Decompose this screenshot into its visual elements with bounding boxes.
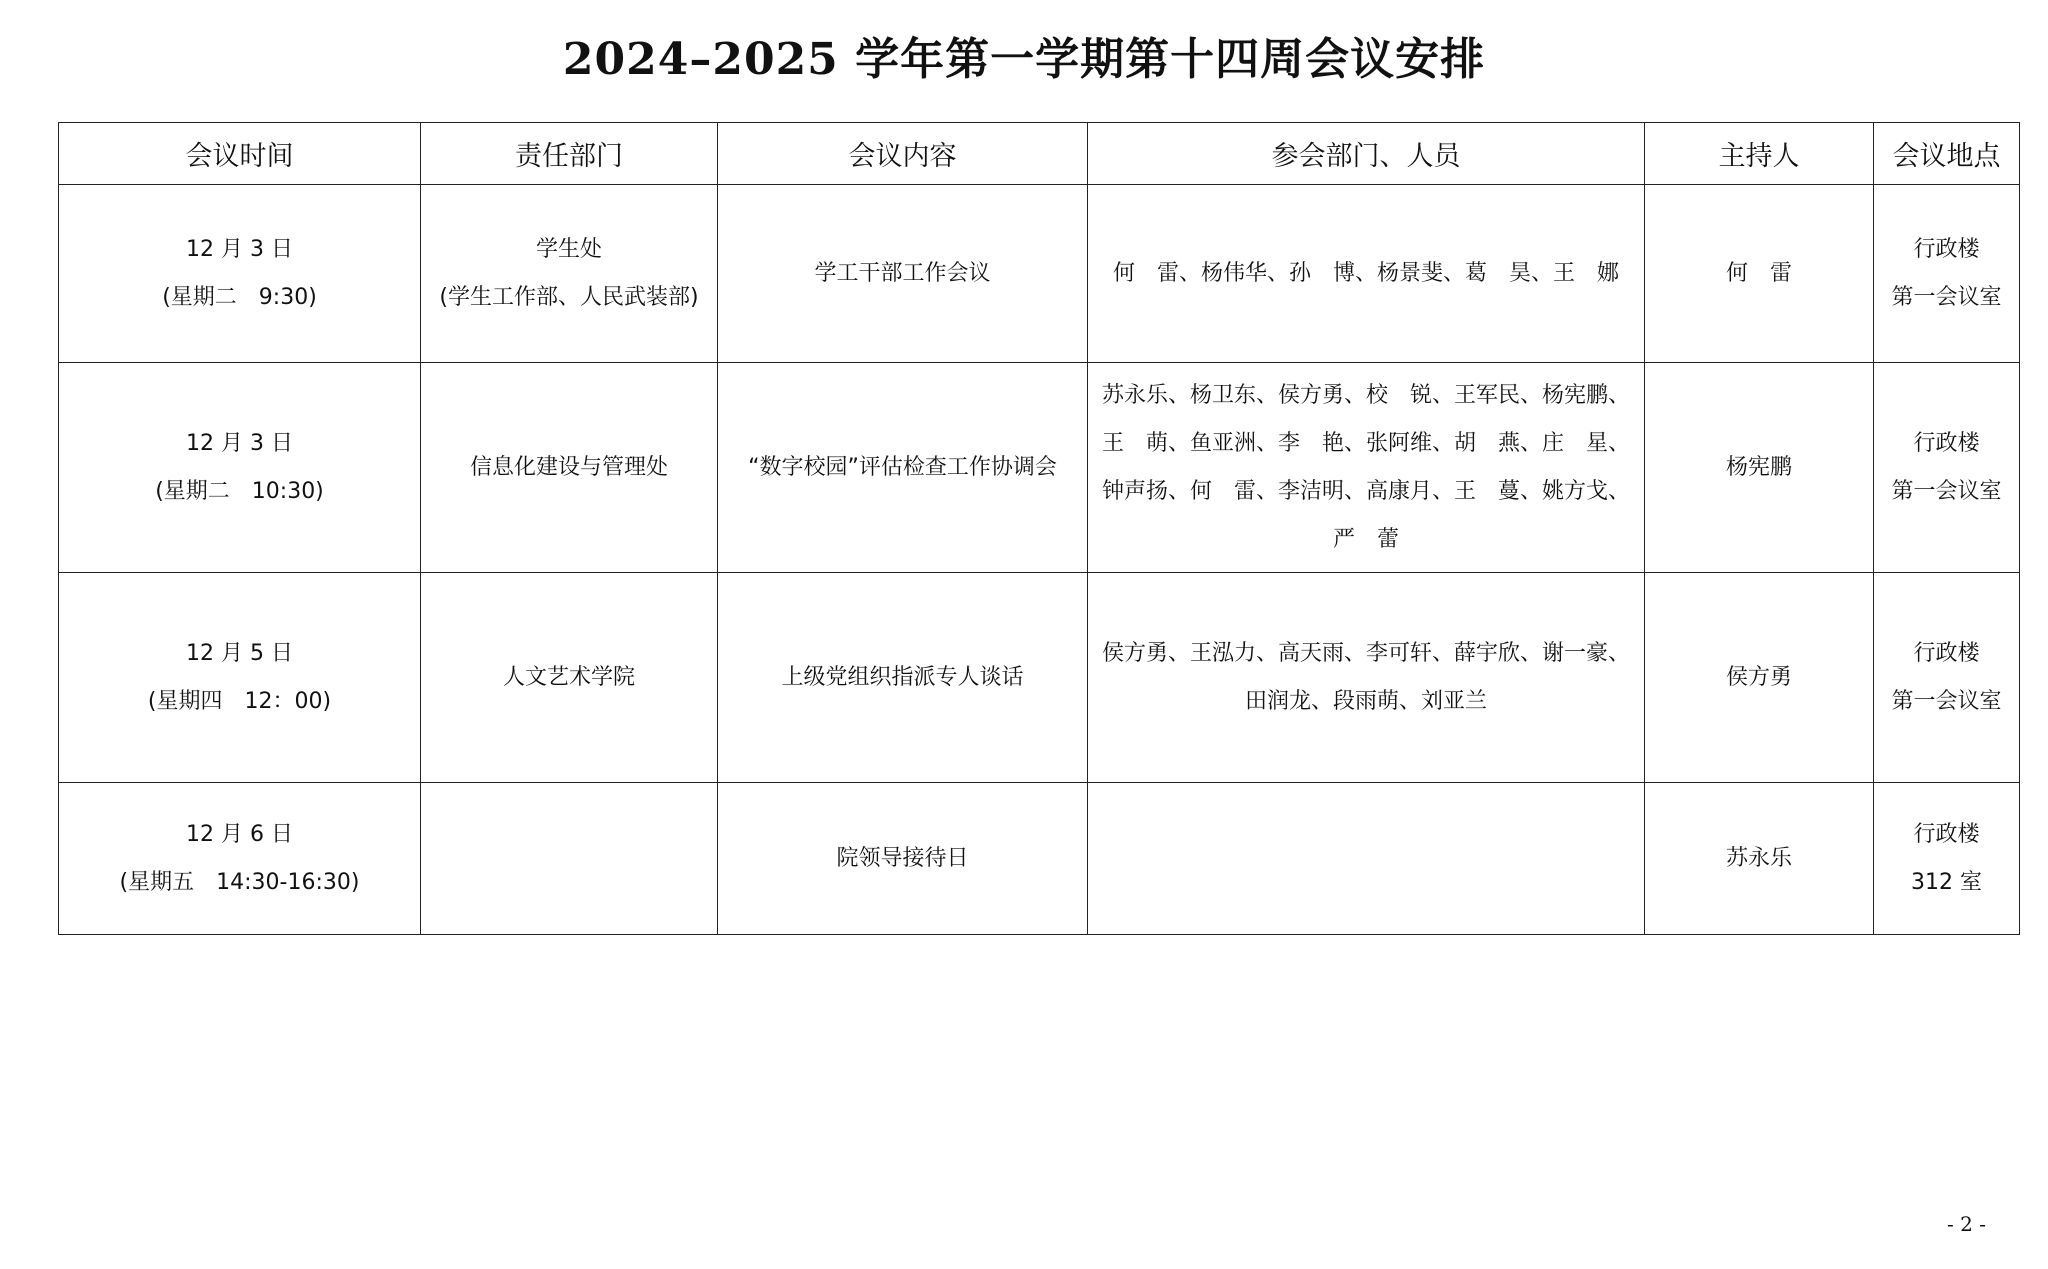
dept-name: 学生处 bbox=[535, 236, 602, 262]
cell-location bbox=[1874, 783, 2020, 935]
cell-location bbox=[1874, 363, 2020, 573]
location-room: 第一会议室 bbox=[1891, 688, 2002, 714]
cell-meeting-content: “数字校园”评估检查工作协调会 bbox=[718, 363, 1088, 573]
page-number: - 2 - bbox=[1947, 1212, 1986, 1236]
cell-attendees bbox=[1088, 185, 1645, 363]
cell-responsible-dept bbox=[421, 573, 718, 783]
table-header-row bbox=[59, 123, 2020, 185]
meeting-date: 12 月 3 日 bbox=[186, 430, 293, 456]
header-meeting-content: 会议内容 bbox=[718, 123, 1088, 185]
cell-host: 侯方勇 bbox=[1645, 573, 1874, 783]
page-title: 2024–2025 学年第一学期第十四周会议安排 bbox=[562, 34, 1486, 85]
meeting-date: 12 月 5 日 bbox=[186, 640, 293, 666]
location-room: 312 室 bbox=[1911, 869, 1982, 895]
cell-location bbox=[1874, 185, 2020, 363]
table-row bbox=[59, 363, 2020, 573]
meeting-date: 12 月 6 日 bbox=[186, 821, 293, 847]
table-row bbox=[59, 573, 2020, 783]
cell-meeting-time bbox=[59, 783, 421, 935]
dept-name: 信息化建设与管理处 bbox=[469, 454, 668, 480]
attendees-line: 侯方勇、王泓力、高天雨、李可轩、薛宇欣、谢一豪、 bbox=[1101, 640, 1630, 666]
location-room: 第一会议室 bbox=[1891, 284, 2002, 310]
header-responsible-dept: 责任部门 bbox=[421, 123, 718, 185]
cell-location bbox=[1874, 573, 2020, 783]
table-row bbox=[59, 783, 2020, 935]
cell-host: 杨宪鹏 bbox=[1645, 363, 1874, 573]
cell-responsible-dept bbox=[421, 783, 718, 935]
header-attendees: 参会部门、人员 bbox=[1088, 123, 1645, 185]
meeting-weekday-time: (星期二 9:30) bbox=[162, 284, 317, 310]
attendees-line: 钟声扬、何 雷、李洁明、高康月、王 蔓、姚方戈、 bbox=[1101, 478, 1630, 504]
location-building: 行政楼 bbox=[1913, 640, 1980, 666]
cell-host: 苏永乐 bbox=[1645, 783, 1874, 935]
table-row bbox=[59, 185, 2020, 363]
cell-attendees bbox=[1088, 783, 1645, 935]
location-room: 第一会议室 bbox=[1891, 478, 2002, 504]
dept-name: 人文艺术学院 bbox=[502, 664, 635, 690]
attendees-line: 田润龙、段雨萌、刘亚兰 bbox=[1244, 688, 1487, 714]
header-meeting-time: 会议时间 bbox=[59, 123, 421, 185]
location-building: 行政楼 bbox=[1913, 821, 1980, 847]
cell-meeting-time bbox=[59, 185, 421, 363]
attendees-line: 王 萌、鱼亚洲、李 艳、张阿维、胡 燕、庄 星、 bbox=[1101, 430, 1630, 456]
header-location: 会议地点 bbox=[1874, 123, 2020, 185]
cell-meeting-content: 上级党组织指派专人谈话 bbox=[718, 573, 1088, 783]
cell-attendees bbox=[1088, 573, 1645, 783]
location-building: 行政楼 bbox=[1913, 430, 1980, 456]
cell-meeting-time bbox=[59, 573, 421, 783]
cell-host: 何 雷 bbox=[1645, 185, 1874, 363]
cell-meeting-content: 院领导接待日 bbox=[718, 783, 1088, 935]
cell-meeting-time bbox=[59, 363, 421, 573]
meeting-date: 12 月 3 日 bbox=[186, 236, 293, 262]
meeting-weekday-time: (星期二 10:30) bbox=[155, 478, 324, 504]
meeting-weekday-time: (星期四 12：00) bbox=[147, 688, 332, 714]
attendees-line: 苏永乐、杨卫东、侯方勇、校 锐、王军民、杨宪鹏、 bbox=[1101, 382, 1630, 408]
meeting-schedule-table bbox=[58, 122, 2020, 935]
cell-meeting-content: 学工干部工作会议 bbox=[718, 185, 1088, 363]
location-building: 行政楼 bbox=[1913, 236, 1980, 262]
dept-subname: (学生工作部、人民武装部) bbox=[439, 284, 699, 310]
cell-responsible-dept bbox=[421, 363, 718, 573]
cell-responsible-dept bbox=[421, 185, 718, 363]
meeting-weekday-time: (星期五 14:30-16:30) bbox=[119, 869, 360, 895]
attendees-line: 严 蕾 bbox=[1332, 526, 1399, 552]
cell-attendees bbox=[1088, 363, 1645, 573]
attendees-line: 何 雷、杨伟华、孙 博、杨景斐、葛 昊、王 娜 bbox=[1112, 260, 1619, 286]
header-host: 主持人 bbox=[1645, 123, 1874, 185]
